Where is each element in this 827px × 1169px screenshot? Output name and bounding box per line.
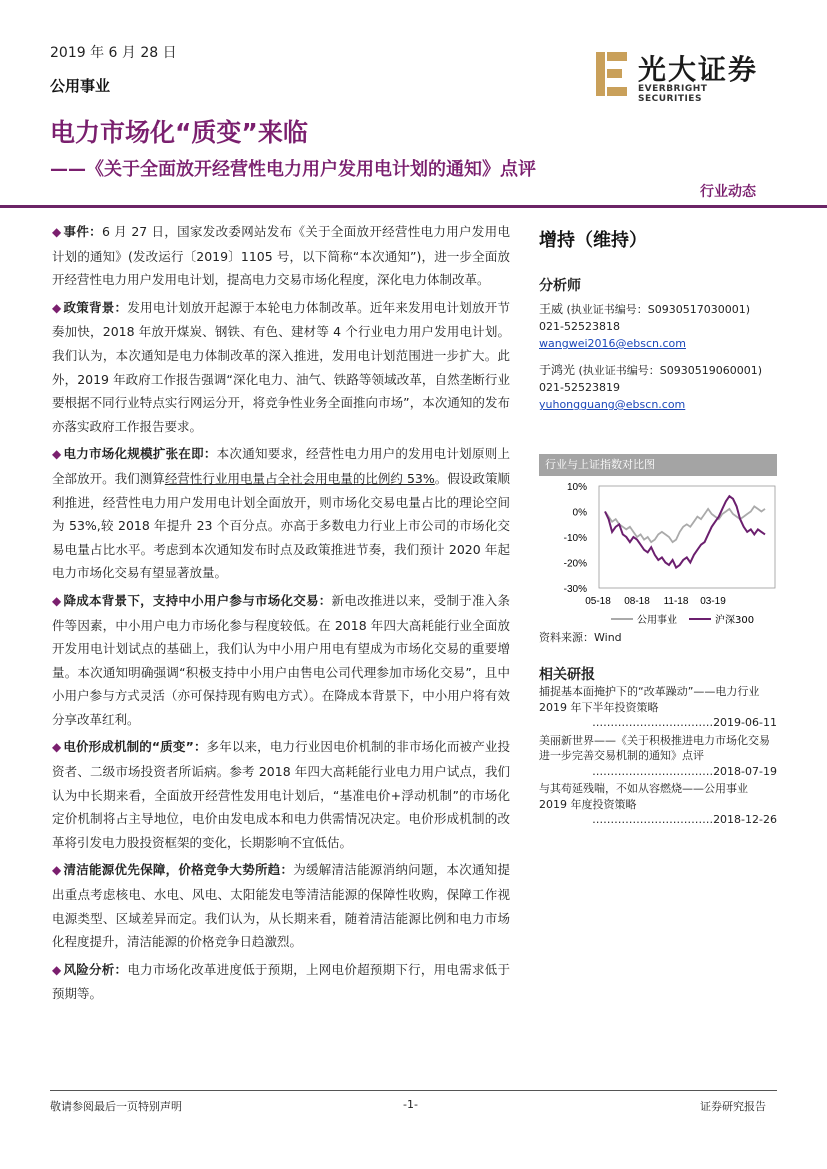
legend-label: 公用事业 <box>637 615 677 626</box>
paragraph-clean-energy <box>52 858 510 953</box>
related-report-title[interactable]: 美丽新世界——《关于积极推进电力市场化交易 进一步完善交易机制的通知》点评 <box>539 733 770 762</box>
rating: 增持（维持） <box>539 230 647 251</box>
paragraph-heading: 政策背景： <box>63 299 128 315</box>
analyst-cert: (执业证书编号：S0930517030001) <box>566 303 751 316</box>
legend-label: 沪深300 <box>715 615 755 626</box>
comparison-chart <box>539 480 777 628</box>
analyst-phone: 021-52523819 <box>539 381 620 394</box>
analyst-name-line <box>539 301 777 318</box>
x-tick-label: 03-19 <box>700 596 726 607</box>
paragraph-heading: 清洁能源优先保障，价格竞争大势所趋： <box>63 862 294 878</box>
x-tick-label: 11-18 <box>663 596 689 607</box>
footer-disclaimer: 敬请参阅最后一页特别声明 <box>50 1100 182 1113</box>
everbright-logo-icon <box>594 50 634 98</box>
paragraph-text: 。假设政策顺利推进，经营性电力用户发用电计划全面放开，则市场化交易电量占比的理论空间为 53%,较 2018 年提升 23 个百分点。亦高于多数电力行业上市公司的市场化交易电量占比水平。考虑到本次通知发布时点及政策推进节奏，我们预计 2020 年起电力市场化交易有望显著放量。 <box>52 470 510 581</box>
analyst-phone: 021-52523818 <box>539 320 620 333</box>
report-date: 2019 年 6 月 28 日 <box>50 45 177 61</box>
company-logo <box>594 50 774 104</box>
related-report-date-line: ……………………………2018-12-26 <box>592 813 777 826</box>
analyst-heading: 分析师 <box>539 278 581 294</box>
paragraph-heading: 风险分析： <box>63 961 128 977</box>
diamond-bullet-icon: ◆ <box>52 447 62 462</box>
related-report-date-line: ……………………………2019-06-11 <box>592 716 777 729</box>
related-report-date: 2018-12-26 <box>713 813 777 826</box>
paragraph-risk <box>52 958 510 1006</box>
related-report-date: 2019-06-11 <box>713 716 777 729</box>
related-reports-list <box>539 684 777 830</box>
analyst-email-link[interactable]: wangwei2016@ebscn.com <box>539 337 686 350</box>
analyst-card <box>539 301 777 352</box>
main-body <box>52 220 510 1010</box>
page-title: 电力市场化“质变”来临 <box>50 118 308 147</box>
diamond-bullet-icon: ◆ <box>52 863 62 878</box>
footer-report-label: 证券研究报告 <box>700 1100 766 1113</box>
paragraph-text: 电力市场化改革进度低于预期，上网电价超预期下行，用电需求低于预期等。 <box>52 961 510 1002</box>
analyst-name: 王威 <box>539 302 564 316</box>
x-tick-label: 08-18 <box>624 596 650 607</box>
related-report-date-line: ……………………………2018-07-19 <box>592 764 777 778</box>
related-report-item[interactable] <box>539 684 777 731</box>
paragraph-text: 新电改推进以来，受制于准入条件等因素，中小用户电力市场化参与程度较低。在 2018 年四大高耗能行业全面放开发用电计划试点的基础上，我们认为中小用户用电有望成为市场化交易的重要增量。本次通知明确强调“积极支持中小用户由售电公司代理参加市场化交易”，且中小用户参与方式灵活（亦可保持现有购电方式）。在降成本背景下，中小用户将有效分享改革红利。 <box>52 592 510 727</box>
header-divider <box>0 205 827 208</box>
paragraph-heading: 电力市场化规模扩张在即： <box>63 446 217 462</box>
related-report-title[interactable]: 捕捉基本面掩护下的“改革躁动”——电力行业 2019 年下半年投资策略 <box>539 685 760 714</box>
logo-chinese-name: 光大证券 <box>638 53 759 86</box>
related-report-item[interactable] <box>539 733 777 780</box>
sector-label: 公用事业 <box>50 77 111 95</box>
page-number: -1- <box>403 1098 418 1111</box>
logo-english-name: EVERBRIGHT SECURITIES <box>638 84 708 104</box>
paragraph-text: 6 月 27 日，国家发改委网站发布《关于全面放开经营性电力用户发用电计划的通知》(发改运行〔2019〕1105 号，以下简称“本次通知”)，进一步全面放开经营性电力用户发用电计划，提高电力交易市场化程度，深化电力体制改革。 <box>52 224 510 288</box>
analyst-email-link[interactable]: yuhongguang@ebscn.com <box>539 398 686 411</box>
paragraph-underlined-text: 经营性行业用电量占全社会用电量的比例约 53% <box>164 470 435 486</box>
paragraph-heading: 电价形成机制的“质变”： <box>63 739 207 755</box>
related-report-title[interactable]: 与其苟延残喘，不如从容燃烧——公用事业 2019 年度投资策略 <box>539 782 748 811</box>
paragraph-policy <box>52 296 510 439</box>
analyst-name: 于鸿光 <box>539 363 576 377</box>
paragraph-market-scale <box>52 442 510 585</box>
x-tick-label: 05-18 <box>585 596 611 607</box>
y-tick-label: -30% <box>563 584 587 595</box>
y-tick-label: 0% <box>572 507 587 519</box>
series-line-utilities <box>605 506 765 542</box>
paragraph-text: 为缓解清洁能源消纳问题，本次通知提出重点考虑核电、水电、风电、太阳能发电等清洁能源的保障性收购，保障工作视电源类型、区域差异而定。我们认为，从长期来看，随着清洁能源比例和电力市场化程度提升，清洁能源的价格竞争日趋激烈。 <box>52 862 510 950</box>
paragraph-pricing <box>52 735 510 854</box>
paragraph-small-users <box>52 589 510 732</box>
related-reports-heading: 相关研报 <box>539 667 595 683</box>
y-tick-label: -20% <box>563 558 587 570</box>
diamond-bullet-icon: ◆ <box>52 740 62 755</box>
chart-source: 资料来源：Wind <box>539 631 622 644</box>
y-tick-label: -10% <box>563 533 587 544</box>
paragraph-heading: 降成本背景下，支持中小用户参与市场化交易： <box>63 592 332 608</box>
diamond-bullet-icon: ◆ <box>52 962 62 977</box>
chart-header: 行业与上证指数对比图 <box>539 454 777 476</box>
analyst-name-line <box>539 362 777 379</box>
analyst-cert: (执业证书编号：S0930519060001) <box>578 364 763 377</box>
related-report-item[interactable] <box>539 781 777 828</box>
y-tick-label: 10% <box>566 482 587 493</box>
paragraph-heading: 事件： <box>63 224 102 239</box>
diamond-bullet-icon: ◆ <box>52 300 62 315</box>
series-line-hs300 <box>605 496 765 567</box>
page-subtitle: ——《关于全面放开经营性电力用户发用电计划的通知》点评 <box>50 159 536 180</box>
analyst-card <box>539 362 777 413</box>
paragraph-event <box>52 220 510 292</box>
diamond-bullet-icon: ◆ <box>52 593 62 608</box>
footer-divider <box>50 1090 777 1091</box>
report-type: 行业动态 <box>700 184 756 200</box>
paragraph-text: 多年以来，电力行业因电价机制的非市场化而被产业投资者、二级市场投资者所诟病。参考 2018 年四大高耗能行业电力用户试点，我们认为中长期来看，全面放开经营性发用电计划后，“基准电价+浮动机制”的市场化定价机制将占主导地位，电价由发电成本和电力供需情况决定。电价形成机制的改革将引发电力股投资框架的变化，长期影响不宜低估。 <box>52 739 510 850</box>
diamond-bullet-icon: ◆ <box>52 225 62 239</box>
paragraph-text: 本次通知要求，经营性电力用户的发用电计划原则上全部放开。我们测算 <box>52 446 510 486</box>
sidebar <box>539 222 777 413</box>
paragraph-text: 发用电计划放开起源于本轮电力体制改革。近年来发用电计划放开节奏加快，2018 年放开煤炭、钢铁、有色、建材等 4 个行业电力用户发用电计划。我们认为，本次通知是电力体制改革的深入推进，发用电计划范围进一步扩大。此外，2019 年政府工作报告强调“深化电力、油气、铁路等领域改革，自然垄断行业要根据不同行业特点实行网运分开，将竞争性业务全面推向市场”，本次通知的发布亦落实政府工作报告要求。 <box>52 299 510 434</box>
related-report-date: 2018-07-19 <box>713 764 777 778</box>
